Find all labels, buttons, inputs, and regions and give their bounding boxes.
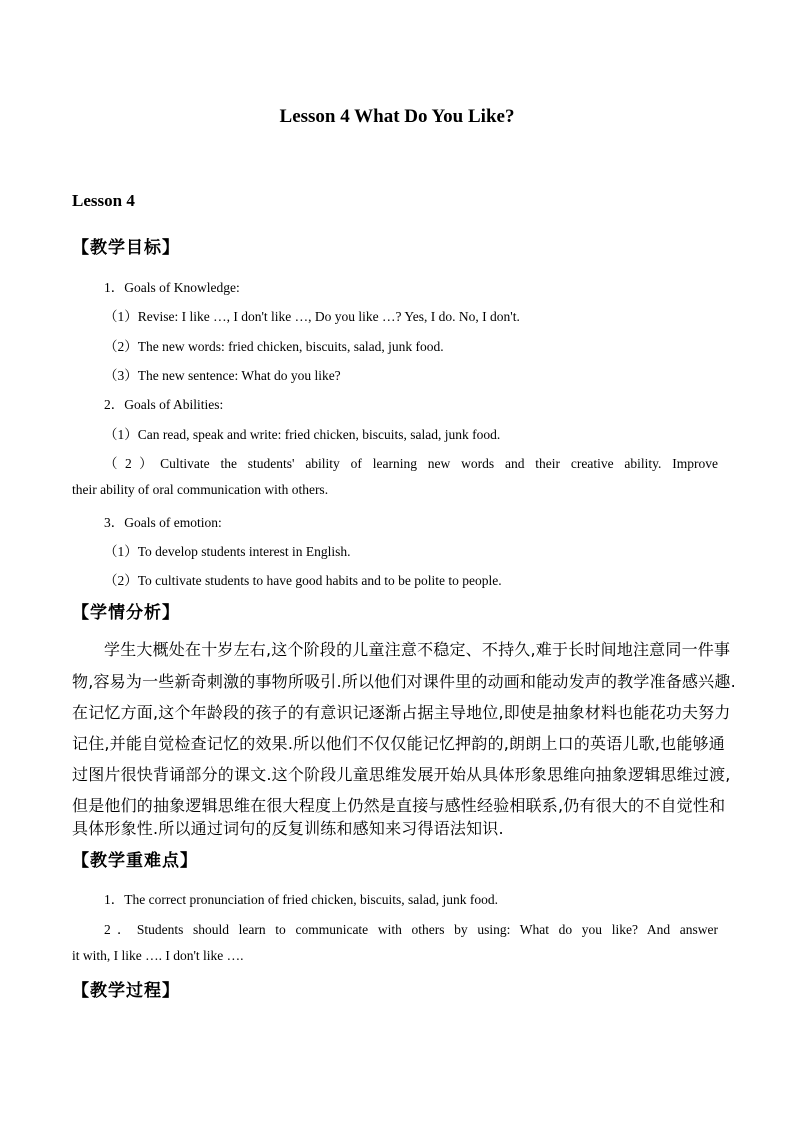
analysis-line: 记住,并能自觉检查记忆的效果.所以他们不仅仅能记忆押韵的,朗朗上口的英语儿歌,也能够通 [72, 734, 725, 753]
keypoints-line: 1．The correct pronunciation of fried chicken, biscuits, salad, junk food. [104, 892, 499, 907]
keypoints-line: it with, I like …. I don't like …. [72, 948, 244, 963]
analysis-line: 但是他们的抽象逻辑思维在很大程度上仍然是直接与感性经验相联系,仍有很大的不自觉性和 [72, 796, 726, 815]
goals-line: 2．Goals of Abilities: [104, 397, 224, 412]
goals-line: （1）Can read, speak and write: fried chicken, biscuits, salad, junk food. [104, 427, 501, 442]
lesson-subtitle: Lesson 4 [72, 191, 135, 210]
section-heading-keypoints: 【教学重难点】 [72, 851, 198, 871]
section-heading-goals: 【教学目标】 [72, 238, 180, 258]
document-title: Lesson 4 What Do You Like? [279, 106, 515, 127]
analysis-line: 具体形象性.所以通过词句的反复训练和感知来习得语法知识. [72, 819, 504, 838]
keypoints-line: 2．Students should learn to communicate with others by using: What do you like? And answer [104, 922, 718, 937]
goals-line: （3）The new sentence: What do you like? [104, 368, 341, 383]
section-heading-process: 【教学过程】 [72, 981, 180, 1001]
goals-line: （2）The new words: fried chicken, biscuits, salad, junk food. [104, 339, 444, 354]
goals-line: （1）Revise: I like …, I don't like …, Do you like …? Yes, I do. No, I don't. [104, 309, 520, 324]
section-heading-analysis: 【学情分析】 [72, 603, 180, 623]
goals-line: 3．Goals of emotion: [104, 515, 222, 530]
analysis-line: 过图片很快背诵部分的课文.这个阶段儿童思维发展开始从具体形象思维向抽象逻辑思维过渡, [72, 765, 731, 784]
goals-line: （1）To develop students interest in English. [104, 544, 351, 559]
goals-line: 1．Goals of Knowledge: [104, 280, 240, 295]
goals-line: （2）Cultivate the students' ability of learning new words and their creative ability. Improve [104, 456, 718, 471]
analysis-line: 在记忆方面,这个年龄段的孩子的有意识记逐渐占据主导地位,即使是抽象材料也能花功夫努力 [72, 703, 731, 722]
analysis-line: 学生大概处在十岁左右,这个阶段的儿童注意不稳定、不持久,难于长时间地注意同一件事 [104, 640, 731, 659]
analysis-line: 物,容易为一些新奇刺激的事物所吸引.所以他们对课件里的动画和能动发声的教学准备感兴趣. [72, 672, 736, 691]
goals-line: （2）To cultivate students to have good habits and to be polite to people. [104, 573, 502, 588]
goals-line: their ability of oral communication with others. [72, 482, 329, 497]
